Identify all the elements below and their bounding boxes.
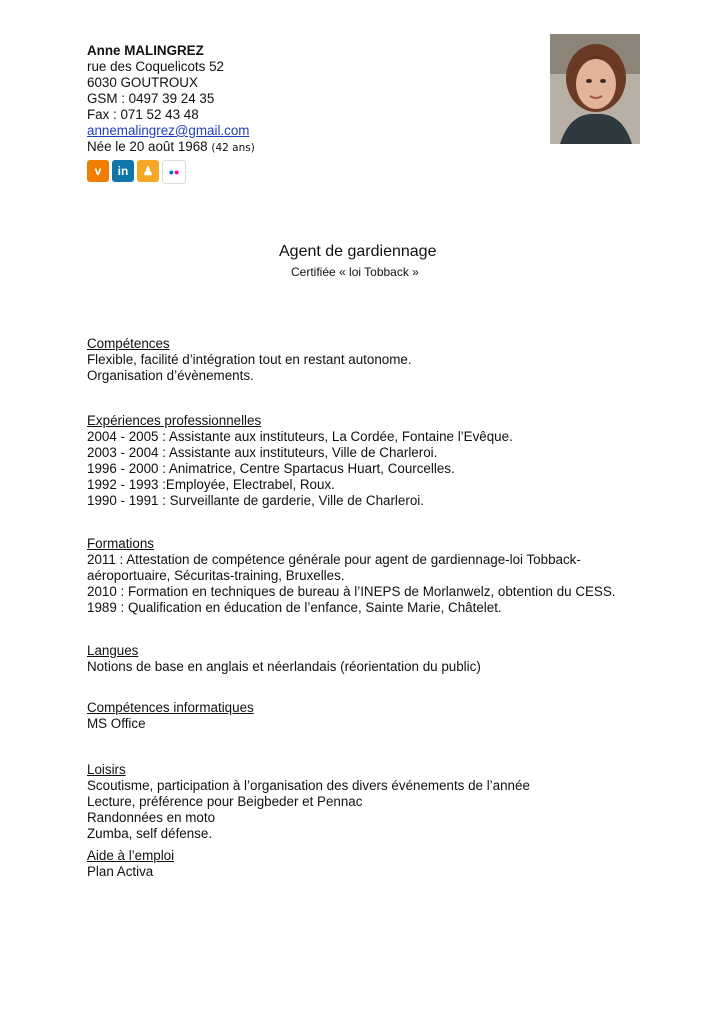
section-heading: Formations [87,536,154,551]
section-experiences [87,413,513,509]
section-heading: Loisirs [87,762,126,777]
section-heading: Compétences informatiques [87,700,254,715]
section-line: aéroportuaire, Sécuritas-training, Bruxelles. [87,568,345,583]
section-loisirs [87,762,530,842]
section-line: Flexible, facilité d’intégration tout en restant autonome. [87,352,412,367]
profile-icon[interactable]: ♟ [137,160,159,182]
section-line: 2003 - 2004 : Assistante aux instituteurs, Ville de Charleroi. [87,445,438,460]
section-informatique [87,700,254,732]
section-heading: Expériences professionnelles [87,413,262,428]
section-line: 2004 - 2005 : Assistante aux instituteurs, La Cordée, Fontaine l’Evêque. [87,429,513,444]
gsm-number: GSM : 0497 39 24 35 [87,91,215,106]
city-address: 6030 GOUTROUX [87,75,198,90]
birth-line [87,139,255,156]
section-langues [87,643,481,675]
section-heading: Compétences [87,336,170,351]
section-line: Plan Activa [87,864,154,879]
section-line: 1996 - 2000 : Animatrice, Centre Spartacus Huart, Courcelles. [87,461,455,476]
section-line: MS Office [87,716,146,731]
section-line: Lecture, préférence pour Beigbeder et Pennac [87,794,363,809]
section-heading: Aide à l’emploi [87,848,175,863]
section-line: Scoutisme, participation à l’organisation des divers événements de l’année [87,778,530,793]
birth-date: Née le 20 août 1968 [87,139,208,154]
section-line: Organisation d’évènements. [87,368,254,383]
age: (42 ans) [211,142,255,154]
section-aide-emploi [87,848,174,880]
section-competences [87,336,412,384]
job-title: Agent de gardiennage [279,243,437,260]
section-line: 2011 : Attestation de compétence générale pour agent de gardiennage-loi Tobback- [87,552,581,567]
section-line: Notions de base en anglais et néerlandais (réorientation du public) [87,659,481,674]
social-icons [87,160,186,184]
profile-photo [550,34,640,144]
section-heading: Langues [87,643,139,658]
job-certification: Certifiée « loi Tobback » [291,265,419,279]
flickr-icon[interactable]: ● ● [162,160,186,184]
section-line: 1989 : Qualification en éducation de l’enfance, Sainte Marie, Châtelet. [87,600,502,615]
section-line: Zumba, self défense. [87,826,213,841]
linkedin-icon[interactable]: in [112,160,134,182]
section-line: 1992 - 1993 :Employée, Electrabel, Roux. [87,477,335,492]
street-address: rue des Coquelicots 52 [87,59,224,74]
fax-number: Fax : 071 52 43 48 [87,107,199,122]
person-name: Anne MALINGREZ [87,43,204,58]
contact-block [87,43,255,156]
profile-photo-image [550,34,640,144]
email-link[interactable]: annemalingrez@gmail.com [87,123,250,138]
section-line: 1990 - 1991 : Surveillante de garderie, Ville de Charleroi. [87,493,424,508]
section-line: 2010 : Formation en techniques de bureau à l’INEPS de Morlanwelz, obtention du CESS. [87,584,616,599]
viadeo-icon[interactable]: v [87,160,109,182]
section-formations [87,536,616,616]
section-line: Randonnées en moto [87,810,216,825]
